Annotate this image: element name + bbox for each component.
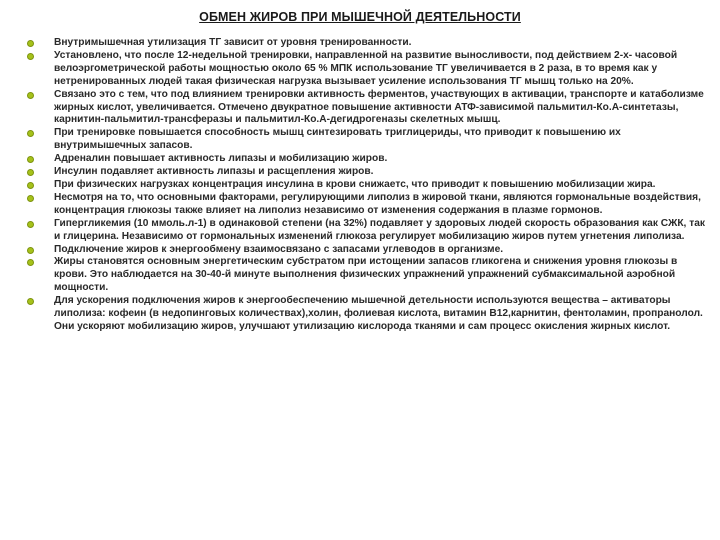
list-item-text: Установлено, что после 12-недельной тренировки, направленной на развитие выносливости, под действием 2-х- часовой велоэргометрической работы мощностью около 65 % МПК использование ТГ увеличивается в 2 раза, в то время как у нетренированных людей такая физическая нагрузка вызывает усиление использования ТГ мышц только на 20%. <box>54 49 678 87</box>
list-item <box>27 37 707 50</box>
list-item <box>27 256 707 295</box>
bullet-dot-icon <box>27 130 34 137</box>
list-item <box>27 218 707 244</box>
bullet-dot-icon <box>27 40 34 47</box>
list-item-text: Подключение жиров к энергообмену взаимосвязано с запасами углеводов в организме. <box>54 243 504 255</box>
list-item <box>27 244 707 257</box>
bullet-dot-icon <box>27 53 34 60</box>
list-item <box>27 295 707 334</box>
list-item-text: При физических нагрузках концентрация инсулина в крови снижаетс, что приводит к повышению мобилизации жира. <box>54 178 656 190</box>
slide-title <box>0 10 720 24</box>
list-item <box>27 166 707 179</box>
bullet-dot-icon <box>27 92 34 99</box>
list-item-text: Внутримышечная утилизация ТГ зависит от уровня тренированности. <box>54 37 412 48</box>
bullet-dot-icon <box>27 298 34 305</box>
list-item <box>27 89 707 128</box>
bullet-dot-icon <box>27 195 34 202</box>
list-item-text: Для ускорения подключения жиров к энергообеспечению мышечной детельности используются вещества – активаторы липолиза: кофеин (в недопинговых количествах),холин, фолиевая кислота, витамин В12,карнитин, фентоламин, пропранолол. Они ускоряют мобилизацию жиров, улучшают утилизацию кислорода тканями и сам процесс окисления жирных кислот. <box>54 295 703 332</box>
list-item-text: Жиры становятся основным энергетическим субстратом при истощении запасов гликогена и снижения уровня глюкозы в крови. Это наблюдается на 30-40-й минуте выполнения физических упражнений упражнений субмаксимальной аэробной мощности. <box>54 256 678 294</box>
list-item-text: Инсулин подавляет активность липазы и расщепления жиров. <box>54 166 374 178</box>
list-item <box>27 179 707 192</box>
list-item-text: Адреналин повышает активность липазы и мобилизацию жиров. <box>54 153 388 165</box>
list-item-text: При тренировке повышается способность мышц синтезировать триглицериды, что приводит к повышению их внутримышечных запасов. <box>54 127 621 152</box>
list-item <box>27 153 707 166</box>
bullet-dot-icon <box>27 169 34 176</box>
list-item-text: Связано это с тем, что под влиянием тренировки активность ферментов, участвующих в активации, транспорте и катаболизме жирных кислот, увеличивается. Отмечено двукратное повышение активности АТФ-зависимой пальмитил-Ко.А-синтетазы, карнитин-пальмитил-трансферазы и пальмитил-Ко.А-дегидрогеназы скелетных мышц. <box>54 88 704 126</box>
bullet-dot-icon <box>27 156 34 163</box>
list-item <box>27 127 707 153</box>
bullet-dot-icon <box>27 259 34 266</box>
bullet-dot-icon <box>27 182 34 189</box>
bullet-dot-icon <box>27 247 34 254</box>
bullet-list <box>27 37 707 334</box>
list-item-text: Гипергликемия (10 ммоль.л-1) в одинаковой степени (на 32%) подавляет у здоровых людей скорость образования как СЖК, так и глицерина. Независимо от гормональных изменений глюкоза регулирует мобилизацию жиров путем угнетения липолиза. <box>54 217 705 242</box>
list-item <box>27 192 707 218</box>
bullet-dot-icon <box>27 221 34 228</box>
list-item-text: Несмотря на то, что основными факторами, регулирующими липолиз в жировой ткани, являются гормональные воздействия, концентрация глюкозы также влияет на липолиз независимо от изменения содержания в плазме гормонов. <box>54 191 701 216</box>
list-item <box>27 50 707 89</box>
slide-title-text: ОБМЕН ЖИРОВ ПРИ МЫШЕЧНОЙ ДЕЯТЕЛЬНОСТИ <box>199 10 521 24</box>
